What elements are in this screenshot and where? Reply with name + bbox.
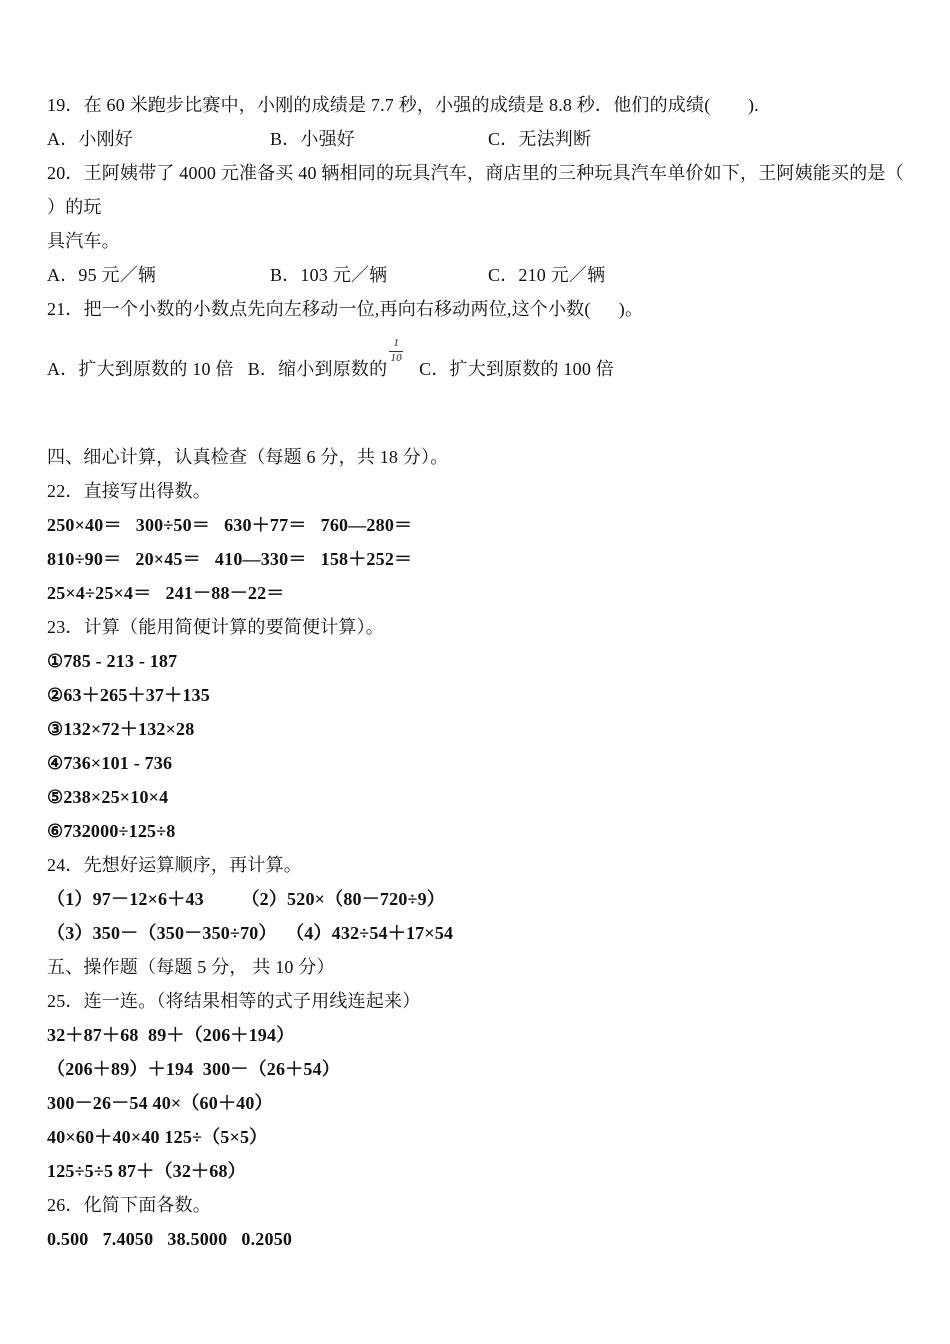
option-b: B．小强好 bbox=[270, 129, 356, 149]
exam-body bbox=[47, 88, 914, 1256]
doc-line-25: （206＋89）＋194 300－（26＋54） bbox=[47, 1059, 340, 1079]
text-segment: A．扩大到原数的 10 倍 B．缩小到原数的 bbox=[47, 359, 388, 379]
doc-line-12: 23．计算（能用简便计算的要简便计算）。 bbox=[47, 617, 384, 637]
doc-line-28: 125÷5÷5 87＋（32＋68） bbox=[47, 1161, 246, 1181]
doc-line-29: 26．化简下面各数。 bbox=[47, 1195, 211, 1215]
doc-line-7: 四、细心计算，认真检查（每题 6 分，共 18 分）。 bbox=[47, 447, 449, 467]
doc-line-24: 32＋87＋68 89＋（206＋194） bbox=[47, 1025, 295, 1045]
option-c: C．210 元／辆 bbox=[488, 265, 606, 285]
doc-line-6 bbox=[47, 337, 905, 386]
doc-line-19: 24．先想好运算顺序，再计算。 bbox=[47, 855, 302, 875]
doc-line-8: 22．直接写出得数。 bbox=[47, 481, 211, 501]
doc-line-30: 0.500 7.4050 38.5000 0.2050 bbox=[47, 1229, 293, 1249]
doc-line-27: 40×60＋40×40 125÷（5×5） bbox=[47, 1127, 268, 1147]
doc-line-10: 810÷90＝ 20×45＝ 410—330＝ 158＋252＝ bbox=[47, 549, 413, 569]
text-segment: C．扩大到原数的 100 倍 bbox=[405, 359, 614, 379]
fraction-denominator: 10 bbox=[390, 352, 402, 364]
doc-line-16: ④736×101 - 736 bbox=[47, 753, 173, 773]
option-b: B．103 元／辆 bbox=[270, 265, 388, 285]
doc-line-15: ③132×72＋132×28 bbox=[47, 719, 195, 739]
doc-line-23: 25．连一连。（将结果相等的式子用线连起来） bbox=[47, 991, 421, 1011]
option-a: A．小刚好 bbox=[47, 129, 133, 149]
doc-line-1 bbox=[47, 122, 905, 156]
doc-line-4 bbox=[47, 258, 905, 292]
option-a: A．95 元／辆 bbox=[47, 265, 157, 285]
doc-line-22: 五、操作题（每题 5 分， 共 10 分） bbox=[47, 957, 335, 977]
doc-line-21: （3）350－（350－350÷70） （4）432÷54＋17×54 bbox=[47, 923, 454, 943]
doc-line-20: （1）97－12×6＋43 （2）520×（80－720÷9） bbox=[47, 889, 445, 909]
doc-line-0: 19．在 60 米跑步比赛中，小刚的成绩是 7.7 秒，小强的成绩是 8.8 秒．他们的成绩( ). bbox=[47, 95, 759, 115]
doc-line-26: 300－26－54 40×（60＋40） bbox=[47, 1093, 273, 1113]
doc-line-2: 20．王阿姨带了 4000 元准备买 40 辆相同的玩具汽车，商店里的三种玩具汽车单价如下，王阿姨能买的是（ ）的玩 bbox=[47, 163, 914, 217]
doc-line-18: ⑥732000÷125÷8 bbox=[47, 821, 176, 841]
option-c: C．无法判断 bbox=[488, 129, 592, 149]
doc-line-17: ⑤238×25×10×4 bbox=[47, 787, 169, 807]
doc-line-14: ②63＋265＋37＋135 bbox=[47, 685, 210, 705]
doc-line-3: 具汽车。 bbox=[47, 231, 120, 251]
doc-line-9: 250×40＝ 300÷50＝ 630＋77＝ 760—280＝ bbox=[47, 515, 413, 535]
doc-line-5: 21．把一个小数的小数点先向左移动一位,再向右移动两位,这个小数( )。 bbox=[47, 299, 644, 319]
fraction-one-tenth bbox=[389, 338, 403, 364]
doc-line-11: 25×4÷25×4＝ 241－88－22＝ bbox=[47, 583, 285, 603]
fraction-numerator: 1 bbox=[389, 338, 403, 352]
doc-line-13: ①785 - 213 - 187 bbox=[47, 651, 178, 671]
